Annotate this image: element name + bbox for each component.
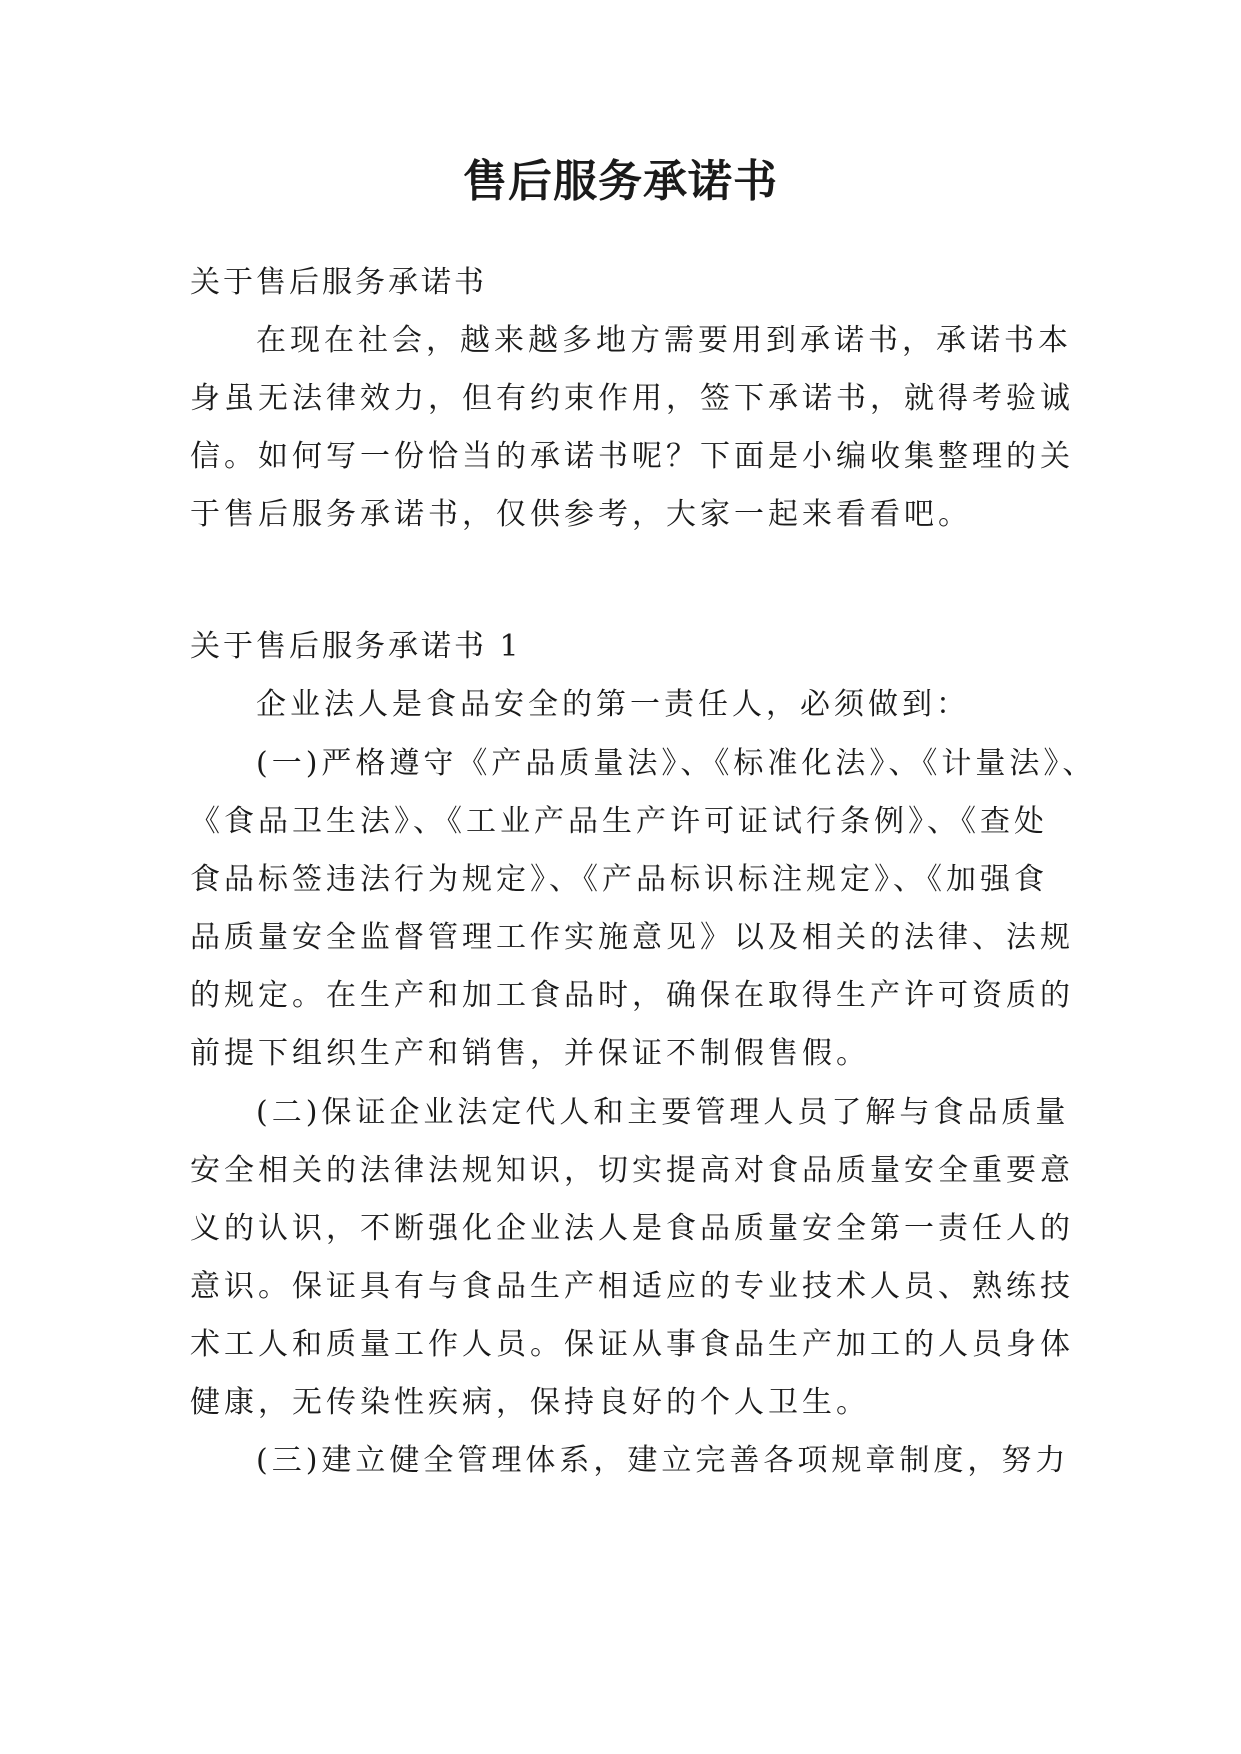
intro-heading: 关于售后服务承诺书 bbox=[190, 265, 487, 300]
paragraph-line: 《食品卫生法》、《工业产品生产许可证试行条例》、《查处 bbox=[190, 804, 1048, 839]
intro-paragraph bbox=[190, 312, 1074, 544]
paragraph-line: 的规定。在生产和加工食品时，确保在取得生产许可资质的 bbox=[190, 978, 1074, 1013]
document-title: 售后服务承诺书 bbox=[463, 156, 778, 207]
paragraph-three bbox=[190, 1432, 1070, 1490]
paragraph-line: 术工人和质量工作人员。保证从事食品生产加工的人员身体 bbox=[190, 1327, 1074, 1362]
paragraph-line: (一)严格遵守《产品质量法》、《标准化法》、《计量法》、 bbox=[256, 746, 1097, 781]
paragraph-line: 信。如何写一份恰当的承诺书呢？下面是小编收集整理的关 bbox=[190, 439, 1074, 474]
paragraph-line: 在现在社会，越来越多地方需要用到承诺书，承诺书本 bbox=[256, 323, 1072, 358]
paragraph-two bbox=[190, 1084, 1074, 1432]
paragraph-line: 前提下组织生产和销售，并保证不制假售假。 bbox=[190, 1036, 870, 1071]
paragraph-line: 意识。保证具有与食品生产相适应的专业技术人员、熟练技 bbox=[190, 1269, 1074, 1304]
paragraph-one bbox=[190, 735, 1097, 1083]
paragraph-intro bbox=[190, 676, 1050, 734]
paragraph-line: (二)保证企业法定代人和主要管理人员了解与食品质量 bbox=[256, 1095, 1070, 1130]
paragraph-line: 安全相关的法律法规知识，切实提高对食品质量安全重要意 bbox=[190, 1153, 1074, 1188]
paragraph-line: 企业法人是食品安全的第一责任人，必须做到： bbox=[256, 687, 970, 722]
paragraph-line: 品质量安全监督管理工作实施意见》以及相关的法律、法规 bbox=[190, 920, 1074, 955]
paragraph-line: 身虽无法律效力，但有约束作用，签下承诺书，就得考验诚 bbox=[190, 381, 1074, 416]
paragraph-line: (三)建立健全管理体系，建立完善各项规章制度，努力 bbox=[256, 1443, 1070, 1478]
section-heading: 关于售后服务承诺书 1 bbox=[190, 629, 522, 664]
paragraph-line: 健康，无传染性疾病，保持良好的个人卫生。 bbox=[190, 1385, 870, 1420]
paragraph-line: 于售后服务承诺书，仅供参考，大家一起来看看吧。 bbox=[190, 497, 972, 532]
paragraph-line: 义的认识，不断强化企业法人是食品质量安全第一责任人的 bbox=[190, 1211, 1074, 1246]
paragraph-line: 食品标签违法行为规定》、《产品标识标注规定》、《加强食 bbox=[190, 862, 1048, 897]
